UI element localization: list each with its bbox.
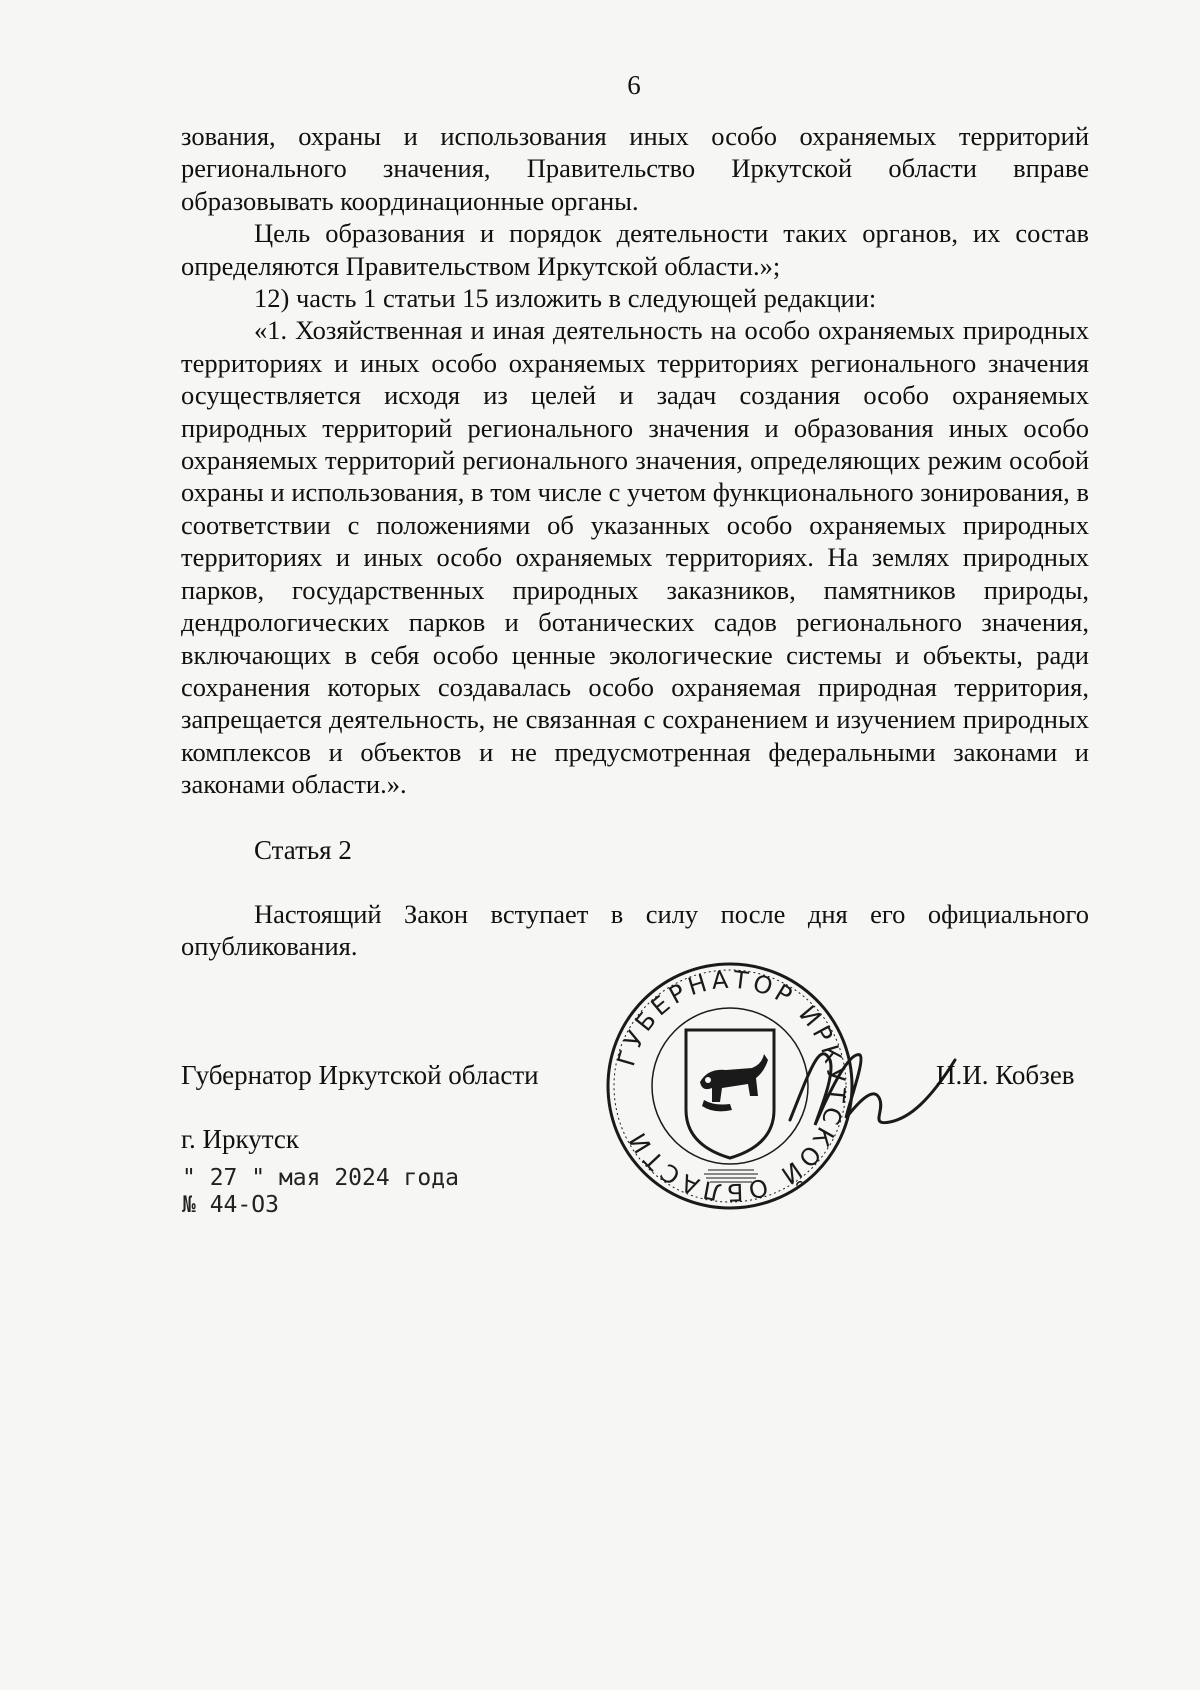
page-number: 6 bbox=[627, 70, 641, 100]
law-text-body bbox=[181, 120, 1089, 801]
governor-name: И.И. Кобзев bbox=[936, 1060, 1075, 1090]
signing-date: " 27 " мая 2024 года bbox=[182, 1165, 459, 1191]
article-2-text: Настоящий Закон вступает в силу после дня его официального опубликования. bbox=[181, 899, 1089, 962]
seal-text: ГУБЕРНАТОР ИРКУТСКОЙ ОБЛАСТИ bbox=[612, 965, 851, 1207]
city-of-signing: г. Иркутск bbox=[181, 1124, 299, 1154]
handwritten-signature bbox=[780, 1030, 960, 1150]
paragraph-continuation: зования, охраны и использования иных особо охраняемых территорий регионального значения, Правительство Иркутской области вправе образовывать координационные органы. bbox=[181, 121, 1089, 216]
paragraph-article-15-part-1: «1. Хозяйственная и иная деятельность на особо охраняемых природных территориях и иных особо охраняемых территориях регионального значения осуществляется исходя из целей и задач создания особо охраняемых природных территорий регионального значения и образования иных особо охраняемых территорий регионального значения, определяющих режим особой охраны и использования, в том числе с учетом функционального зонирования, в соответствии с положениями об указанных особо охраняемых природных территориях и иных особо охраняемых территориях. На землях природных парков, государственных природных заказников, памятников природы, дендрологических парков и ботанических садов регионального значения, включающих в себя особо ценные экологические системы и объекты, ради сохранения которых создавалась особо охраняемая природная территория, запрещается деятельность, не связанная с сохранением и изучением природных комплексов и объектов и не предусмотренная федеральными законами и законами области.». bbox=[181, 315, 1089, 800]
article-2-heading: Статья 2 bbox=[254, 835, 352, 865]
coat-of-arms-animal-icon bbox=[700, 1054, 768, 1111]
paragraph-coordination-bodies: Цель образования и порядок деятельности таких органов, их состав определяются Правительством Иркутской области.»; bbox=[181, 218, 1089, 281]
article-2-text-block bbox=[181, 898, 1089, 963]
law-number: № 44-ОЗ bbox=[182, 1192, 279, 1218]
paragraph-amendment-item-12: 12) часть 1 статьи 15 изложить в следующей редакции: bbox=[254, 283, 877, 314]
governor-title: Губернатор Иркутской области bbox=[181, 1060, 539, 1090]
